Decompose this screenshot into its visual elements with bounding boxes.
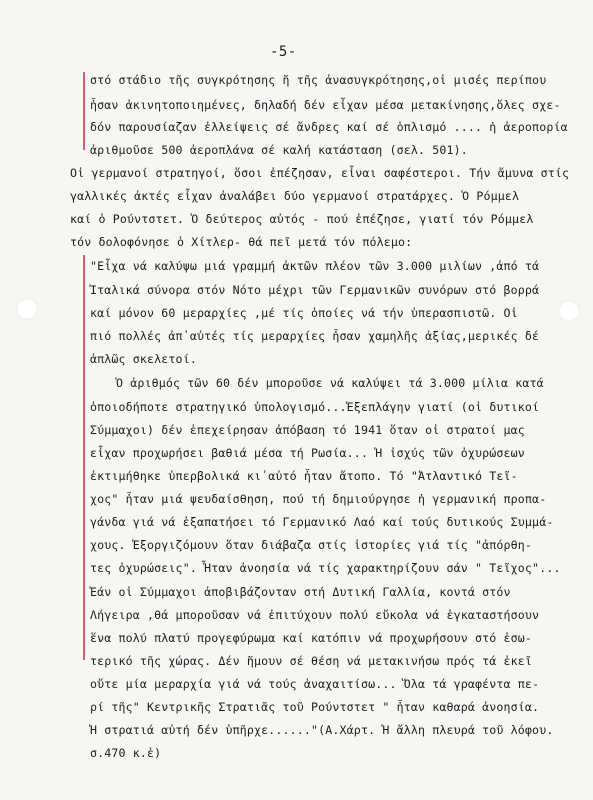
text-line: Οἱ γερμανοί στρατηγοί, ὅσοι ἐπέζησαν, εἶναι σαφέστεροι. Τήν ἄμυνα στίς (70, 166, 570, 180)
quote-line: χος" ἦταν μιά ψευδαίσθηση, πού τή δημιούργησε ἡ γερμανική προπα- (90, 492, 547, 506)
text-line: δόν παρουσίαζαν ἐλλείψεις σέ ἄνδρες καί σέ ὁπλισμό .... ἡ ἀεροπορία (90, 120, 568, 134)
quote-line: Ὁ ἀριθμός τῶν 60 δέν μποροῦσε νά καλύψει τά 3.000 μίλια κατά (116, 376, 544, 390)
text-line: γαλλικές ἀκτές εἶχαν ἀναλάβει δύο γερμανοί στρατάρχες. Ὁ Ρόμμελ (70, 189, 520, 203)
quote-line: οὔτε μία μεραρχία γιά νά τούς ἀναχαιτίσω... Ὅλα τά γραφέντα πε- (90, 677, 540, 691)
quote-line: "Εἶχα νά καλύψω μιά γραμμή ἀκτῶν πλέον τῶν 3.000 μιλίων ,ἀπό τά (90, 259, 540, 273)
quote-margin-marker-line (83, 255, 85, 660)
text-line: καί ὁ Ρούντστετ. Ὁ δεύτερος αὐτός - πού ἐπέζησε, γιατί τόν Ρόμμελ (70, 212, 534, 226)
quote-line: γάνδα γιά νά ἐξαπατήσει τό Γερμανικό Λαό καί τούς δυτικούς Συμμά- (90, 515, 554, 529)
quote-line: Ἰταλικά σύνορα στόν Νότο μέχρι τῶν Γερμανικῶν συνόρων στό βορρά (90, 283, 540, 297)
text-line: ἀριθμοῦσε 500 ἀεροπλάνα σέ καλή κατάσταση (σελ. 501). (90, 143, 468, 157)
punch-hole-right (558, 300, 580, 322)
quote-line: Ἐάν οἱ Σύμμαχοι ἀποβιβάζονταν στή Δυτική Γαλλία, κοντά στόν (90, 585, 511, 599)
quote-line: Σύμμαχοι) δέν ἐπεχείρησαν ἀπόβαση τό 1941 ὅταν οἱ στρατοί μας (90, 423, 525, 437)
quote-line: πιό πολλές ἀπ᾽αὐτές τίς μεραρχίες ἦσαν χαμηλῆς ἀξίας,μερικές δέ (90, 329, 540, 343)
page-number: -5- (270, 44, 297, 60)
quote-line: τερικό τῆς χώρας. Δέν ἤμουν σέ θέση νά μετακινήσω πρός τά ἐκεῖ (90, 654, 533, 668)
quote-line: Ἡ στρατιά αὐτή δέν ὑπῆρχε......"(Α.Χάρτ. Ἡ ἄλλη πλευρά τοῦ λόφου. (90, 723, 554, 737)
text-line: τόν δολοφόνησε ὁ Χίτλερ- θά πεῖ μετά τόν πόλεμο: (70, 235, 413, 249)
quote-line: χους. Ἐξοργιζόμουν ὅταν διάβαζα στίς ἱστορίες γιά τίς "ἀπόρθη- (90, 538, 533, 552)
quote-line: ρί τῆς" Κεντρικῆς Στρατιᾶς τοῦ Ρούντστετ " ἦταν καθαρά ἀνοησία. (90, 700, 540, 714)
quote-line: ὁποιοδήποτε στρατηγικό ὑπολογισμό...Ἐξεπλάγην γιατί (οἱ δυτικοί (90, 400, 540, 414)
quote-line: ἐκτιμήθηκε ὑπερβολικά κι᾽αὐτό ἦταν ἄτοπο. Τό "Ἀτλαντικό Τεῖ- (90, 469, 518, 483)
quote-line: εἶχαν προχωρήσει βαθιά μέσα τή Ρωσία... Ἡ ἰσχύς τῶν ὀχυρώσεων (90, 446, 525, 460)
quote-line: ἁπλῶς σκελετοί. (90, 352, 197, 366)
quote-line: τες ὀχυρώσεις". Ἦταν ἀνοησία νά τίς χαρακτηρίζουν σάν " Τεῖχος"... (90, 561, 561, 575)
quote-line: καί μόνον 60 μεραρχίες ,μέ τίς ὁποίες νά τήν ὑπερασπιστῶ. Οἱ (90, 306, 518, 320)
text-line: στό στάδιο τῆς συγκρότησης ἤ τῆς ἀνασυγκρότησης,οἱ μισές περίπου (90, 73, 547, 87)
citation-line: σ.470 κ.ἑ) (90, 746, 162, 760)
margin-marker-line (83, 72, 85, 150)
punch-hole-left (16, 298, 38, 320)
text-line: ἦσαν ἀκινητοποιημένες, δηλαδή δέν εἶχαν μέσα μετακίνησης,ὅλες σχε- (90, 98, 561, 112)
quote-line: ἕνα πολύ πλατύ προγεφύρωμα καί κατόπιν νά προχωρήσουν στό ἐσω- (90, 631, 533, 645)
quote-line: Λήγειρα ,θά μποροῦσαν νά ἐπιτύχουν πολύ εὔκολα νά ἐγκαταστήσουν (90, 608, 540, 622)
